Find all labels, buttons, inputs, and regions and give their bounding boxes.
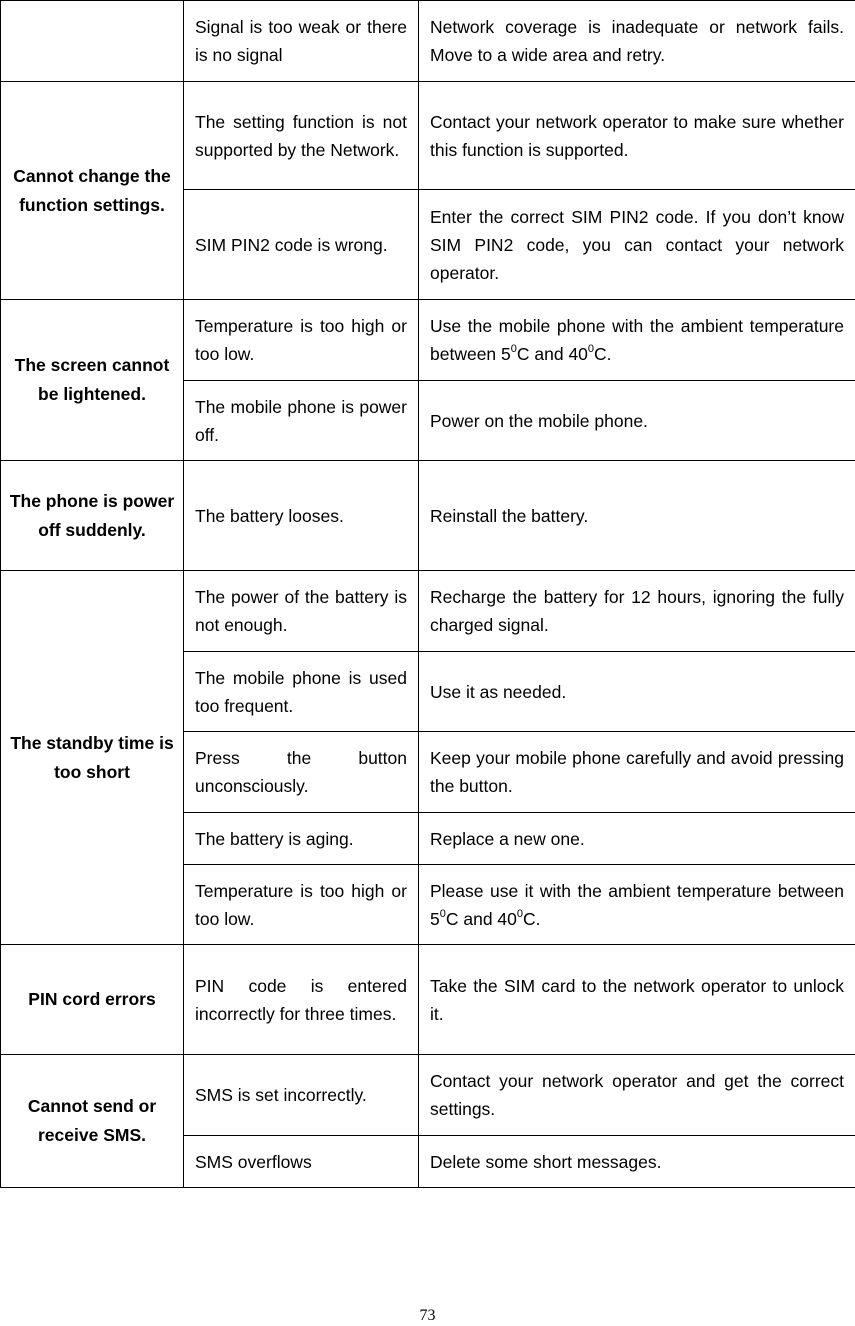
superscript: 0 <box>511 343 517 355</box>
solution-cell: Recharge the battery for 12 hours, ignoring the fully charged signal. <box>419 571 855 652</box>
table-row <box>1 571 855 652</box>
cause-cell: The battery is aging. <box>184 813 419 865</box>
problem-cell <box>1 1 184 82</box>
solution-cell <box>419 865 855 945</box>
cause-cell: Temperature is too high or too low. <box>184 300 419 381</box>
table-row <box>1 945 855 1055</box>
solution-cell: Power on the mobile phone. <box>419 381 855 461</box>
solution-cell: Network coverage is inadequate or network fails. Move to a wide area and retry. <box>419 1 855 82</box>
cause-cell: The mobile phone is power off. <box>184 381 419 461</box>
solution-cell <box>419 300 855 381</box>
cause-cell: PIN code is entered incorrectly for three times. <box>184 945 419 1055</box>
solution-cell: Keep your mobile phone carefully and avoid pressing the button. <box>419 732 855 813</box>
solution-cell: Take the SIM card to the network operator to unlock it. <box>419 945 855 1055</box>
cause-cell: The setting function is not supported by the Network. <box>184 82 419 190</box>
table-row <box>1 461 855 571</box>
cause-cell: The mobile phone is used too frequent. <box>184 652 419 732</box>
problem-cell: Cannot send or receive SMS. <box>1 1055 184 1188</box>
solution-text: Please use it with the ambient temperature between 5 <box>430 881 844 929</box>
solution-cell: Replace a new one. <box>419 813 855 865</box>
cause-cell: Press the button unconsciously. <box>184 732 419 813</box>
table-row <box>1 300 855 381</box>
cause-cell: Temperature is too high or too low. <box>184 865 419 945</box>
cause-cell: Signal is too weak or there is no signal <box>184 1 419 82</box>
cause-cell: SMS overflows <box>184 1136 419 1188</box>
solution-text: C. <box>594 344 612 364</box>
cause-cell: SIM PIN2 code is wrong. <box>184 190 419 300</box>
problem-cell: The standby time is too short <box>1 571 184 945</box>
solution-cell: Use it as needed. <box>419 652 855 732</box>
table-row <box>1 82 855 190</box>
problem-cell: Cannot change the function settings. <box>1 82 184 300</box>
solution-cell: Contact your network operator and get the correct settings. <box>419 1055 855 1136</box>
table-row <box>1 1 855 82</box>
page-number: 73 <box>0 1306 855 1326</box>
problem-cell: PIN cord errors <box>1 945 184 1055</box>
cause-cell: SMS is set incorrectly. <box>184 1055 419 1136</box>
solution-text: Use the mobile phone with the ambient temperature between 5 <box>430 316 844 364</box>
solution-cell: Reinstall the battery. <box>419 461 855 571</box>
problem-cell: The phone is power off suddenly. <box>1 461 184 571</box>
problem-cell: The screen cannot be lightened. <box>1 300 184 461</box>
superscript: 0 <box>440 908 446 920</box>
cause-cell: The battery looses. <box>184 461 419 571</box>
superscript: 0 <box>588 343 594 355</box>
solution-text: C. <box>523 909 541 929</box>
solution-text: C and 40 <box>517 344 588 364</box>
solution-cell: Contact your network operator to make sure whether this function is supported. <box>419 82 855 190</box>
cause-cell: The power of the battery is not enough. <box>184 571 419 652</box>
solution-cell: Enter the correct SIM PIN2 code. If you don’t know SIM PIN2 code, you can contact your network operator. <box>419 190 855 300</box>
superscript: 0 <box>517 908 523 920</box>
solution-cell: Delete some short messages. <box>419 1136 855 1188</box>
table-row <box>1 1055 855 1136</box>
solution-text: C and 40 <box>446 909 517 929</box>
